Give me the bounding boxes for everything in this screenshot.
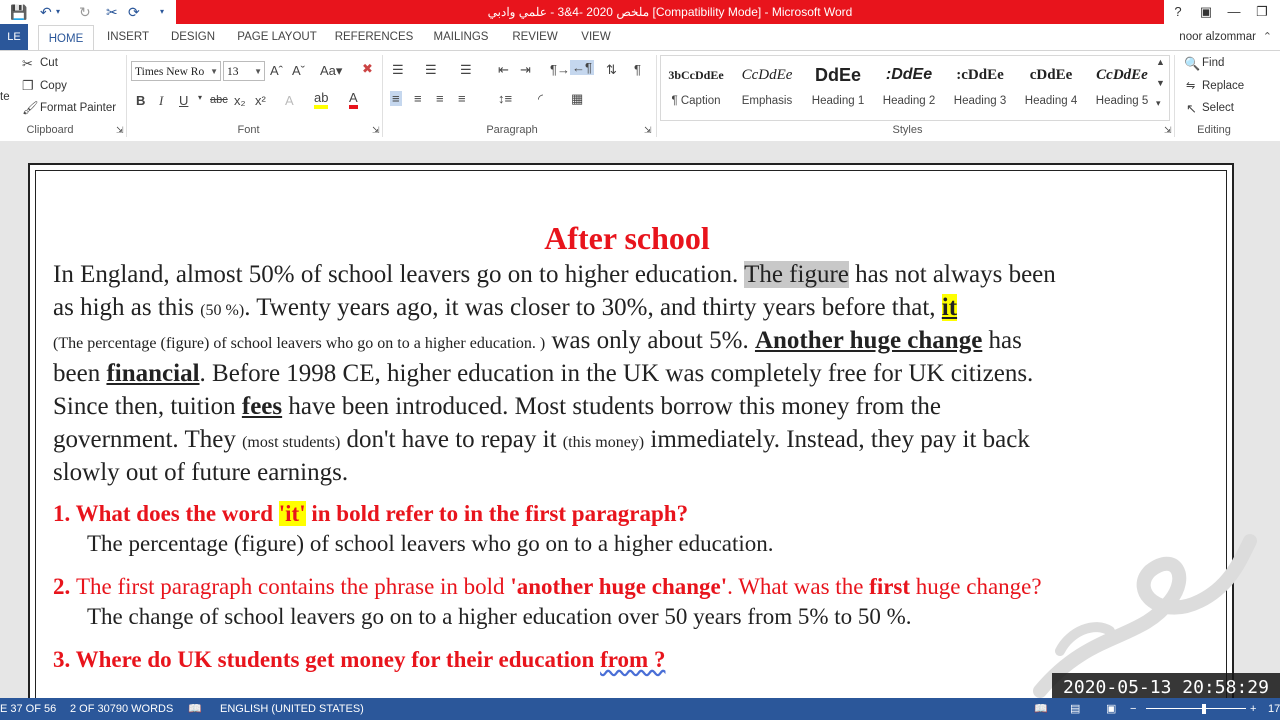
copy-icon: ❐	[22, 78, 34, 93]
video-timestamp: 2020-05-13 20:58:29	[1052, 673, 1280, 703]
question-text: huge change?	[910, 574, 1042, 599]
style-heading-3[interactable]	[945, 63, 1015, 121]
tab-references[interactable]: REFERENCES	[334, 31, 414, 43]
text-run: Since then, tuition	[53, 393, 242, 420]
cut-button[interactable]: Cut	[40, 57, 58, 69]
highlighted-text: The figure	[744, 261, 849, 288]
zoom-in-icon[interactable]: +	[1250, 703, 1257, 715]
title-bar	[0, 0, 1280, 24]
user-name[interactable]: noor alzommar	[1179, 31, 1256, 43]
tab-design[interactable]: DESIGN	[170, 31, 216, 43]
style-heading-5[interactable]	[1087, 63, 1157, 121]
restore-icon[interactable]: ❐	[1256, 4, 1268, 19]
shading-icon[interactable]: ◜	[538, 91, 544, 106]
bold-phrase: Another huge change	[754, 327, 983, 354]
scroll-down-icon[interactable]: ▼	[1156, 78, 1165, 88]
style-preview: DdEe	[814, 65, 861, 85]
question-text: 3. Where do UK students get money for their education	[53, 647, 601, 672]
bold-word: financial	[106, 360, 200, 387]
zoom-out-icon[interactable]: −	[1130, 703, 1137, 715]
scroll-up-icon[interactable]: ▲	[1156, 57, 1165, 67]
question-text: in bold refer to in the first paragraph?	[305, 501, 689, 526]
answer-1: The percentage (figure) of school leavers who go on to a higher education.	[87, 531, 774, 556]
proofing-icon[interactable]: 📖	[188, 703, 202, 715]
question-text: The first paragraph contains the phrase in bold	[76, 574, 511, 599]
sort-icon[interactable]: ⇅	[606, 62, 617, 77]
bullets-icon[interactable]: ☰	[392, 62, 404, 77]
superscript-icon[interactable]: x²	[255, 93, 266, 108]
styles-gallery	[660, 55, 1170, 121]
dialog-launcher-icon[interactable]: ⇲	[372, 125, 380, 135]
language-indicator[interactable]: ENGLISH (UNITED STATES)	[220, 703, 364, 715]
text-run: as high as this	[53, 294, 201, 321]
font-family-value: Times New Ro	[135, 66, 205, 78]
window-title: ملخص 2020 -4&3 - علمي وادبي [Compatibility Mode] - Microsoft Word	[176, 0, 1164, 24]
annotation-text: (50 %)	[200, 302, 245, 319]
ribbon-display-icon[interactable]: ▣	[1199, 4, 1213, 19]
find-icon: 🔍	[1184, 56, 1201, 71]
subscript-icon[interactable]: x₂	[234, 93, 246, 108]
styles-group-label: Styles	[892, 124, 923, 136]
paragraph-line: slowly out of future earnings.	[53, 459, 349, 486]
redo-icon[interactable]: ↻	[79, 4, 91, 20]
save-icon[interactable]: 💾	[10, 4, 28, 20]
copy-button[interactable]: Copy	[40, 80, 67, 92]
justify-icon[interactable]: ≡	[458, 91, 466, 106]
bold-icon[interactable]: B	[136, 93, 146, 108]
zoom-slider-thumb[interactable]	[1202, 704, 1206, 714]
tab-file[interactable]: LE	[0, 24, 28, 50]
style-name: Heading 2	[882, 95, 936, 107]
clear-formatting-icon[interactable]: ✖	[362, 61, 373, 76]
align-left-icon[interactable]: ≡	[392, 91, 400, 106]
annotation-text: (this money)	[562, 434, 645, 451]
tab-home[interactable]: HOME	[38, 25, 94, 51]
paragraph-line	[53, 393, 941, 421]
undo-icon[interactable]: ↶	[40, 4, 52, 20]
align-center-icon[interactable]: ≡	[414, 91, 422, 106]
strikethrough-icon[interactable]: abc	[210, 94, 228, 106]
underline-dropdown-icon[interactable]: ▾	[198, 93, 203, 102]
editing-group-label: Editing	[1197, 124, 1231, 136]
scissors-icon[interactable]: ✂	[106, 4, 118, 20]
style-preview: 3bCcDdEe	[668, 68, 724, 82]
scissors-icon: ✂	[22, 56, 33, 71]
font-color-icon[interactable]: A	[349, 91, 358, 109]
text-run: been	[53, 360, 107, 387]
align-right-icon[interactable]: ≡	[436, 91, 444, 106]
minimize-icon[interactable]: —	[1227, 4, 1241, 19]
question-number: 2.	[53, 574, 76, 599]
paragraph-line	[53, 327, 1022, 355]
style-name: Heading 4	[1024, 95, 1078, 107]
font-size-value: 13	[227, 66, 239, 78]
style-heading-1[interactable]	[803, 63, 873, 121]
document-area[interactable]	[0, 141, 1280, 698]
style-preview: cDdEe	[1029, 67, 1073, 83]
style-heading-2[interactable]	[874, 63, 944, 121]
help-icon[interactable]: ?	[1174, 4, 1182, 19]
document-heading: After school	[544, 220, 710, 256]
web-layout-icon[interactable]: ▣	[1106, 703, 1117, 715]
print-layout-icon[interactable]: ▤	[1070, 703, 1081, 715]
page-count[interactable]: E 37 OF 56	[0, 703, 57, 715]
borders-icon[interactable]: ▦	[571, 91, 584, 106]
text-effects-icon[interactable]: A	[285, 93, 294, 108]
select-button[interactable]: Select	[1202, 102, 1234, 114]
caret-up-icon[interactable]: ⌃	[1262, 31, 1272, 43]
bold-word: first	[869, 574, 911, 599]
format-painter-icon: 🖌	[22, 100, 39, 115]
chevron-down-icon: ▼	[254, 67, 262, 76]
text-run: have been introduced. Most students borrow this money from the	[282, 393, 942, 420]
highlighted-word: 'it'	[278, 501, 306, 526]
text-run: government. They	[53, 426, 243, 453]
increase-indent-icon[interactable]: ⇥	[520, 62, 531, 77]
style-name: Heading 1	[811, 95, 865, 107]
style-name: Emphasis	[741, 95, 793, 107]
dialog-launcher-icon[interactable]: ⇲	[644, 125, 652, 135]
numbering-icon[interactable]: ☰	[425, 62, 437, 77]
multilevel-list-icon[interactable]: ☰	[460, 62, 472, 77]
style-name: Heading 5	[1095, 95, 1149, 107]
tab-page-layout[interactable]: PAGE LAYOUT	[237, 31, 317, 43]
shrink-font-icon[interactable]: Aˇ	[292, 63, 305, 78]
decrease-indent-icon[interactable]: ⇤	[498, 62, 509, 77]
style-preview: :cDdEe	[956, 67, 1004, 83]
zoom-level[interactable]: 17	[1268, 703, 1280, 715]
annotation-text: (The percentage (figure) of school leavers who go on to a higher education. )	[53, 335, 546, 352]
paragraph-line	[53, 294, 957, 322]
underline-icon[interactable]: U	[179, 93, 189, 108]
ribbon-tabs	[0, 24, 1280, 50]
style-preview: CcDdEe	[741, 67, 793, 83]
question-2	[53, 574, 1042, 600]
style-preview: :DdEe	[885, 66, 933, 83]
answer-2: The change of school leavers go on to a higher education over 50 years from 5% to 50 %.	[87, 604, 912, 629]
chevron-down-icon: ▼	[210, 67, 218, 76]
question-text: from ?	[600, 647, 666, 672]
paragraph-line	[53, 360, 1033, 388]
style-name: ¶ Caption	[671, 95, 721, 107]
clipboard-group-label: Clipboard	[26, 124, 74, 136]
text-run: immediately. Instead, they pay it back	[644, 426, 1030, 453]
grow-font-icon[interactable]: Aˆ	[270, 63, 283, 78]
tab-mailings[interactable]: MAILINGS	[433, 31, 489, 43]
word-count[interactable]: 2 OF 30790 WORDS	[70, 703, 174, 715]
paste-label[interactable]: te	[0, 91, 10, 103]
paragraph-line	[53, 261, 1056, 289]
text-run: . Twenty years ago, it was closer to 30%, and thirty years before that,	[244, 294, 942, 321]
zoom-slider[interactable]	[1146, 708, 1246, 709]
font-family-select[interactable]	[131, 61, 221, 81]
style-emphasis[interactable]	[732, 63, 802, 121]
question-text: 1. What does the word	[53, 501, 279, 526]
ltr-icon[interactable]: ¶→	[550, 62, 570, 77]
text-run: has	[982, 327, 1022, 354]
text-run: has not always been	[848, 261, 1056, 288]
tab-review[interactable]: REVIEW	[512, 31, 558, 43]
bold-word: fees	[241, 393, 283, 420]
text-run: . Before 1998 CE, higher education in the UK was completely free for UK citizens.	[199, 360, 1034, 387]
style-name: Heading 3	[953, 95, 1007, 107]
style-preview: CcDdEe	[1096, 67, 1148, 83]
find-button[interactable]: Find	[1202, 57, 1225, 69]
format-icon[interactable]: ⟳	[128, 4, 140, 20]
style-caption[interactable]	[661, 63, 731, 121]
format-painter-button[interactable]: Format Painter	[40, 102, 117, 114]
cursor-icon: ↖	[1186, 101, 1197, 116]
line-spacing-icon[interactable]: ↕≡	[498, 91, 513, 106]
paragraph-group-label: Paragraph	[486, 124, 538, 136]
text-run: was only about 5%.	[545, 327, 755, 354]
highlight-icon[interactable]: ab	[314, 91, 328, 109]
replace-icon: ⇋	[1186, 80, 1196, 92]
undo-dropdown-icon[interactable]: ▾	[56, 7, 61, 16]
customize-qat-icon[interactable]: ▾	[160, 7, 165, 16]
change-case-icon[interactable]: Aa▾	[320, 63, 343, 78]
more-styles-icon[interactable]: ▾	[1156, 98, 1161, 108]
read-mode-icon[interactable]: 📖	[1034, 703, 1048, 715]
italic-icon[interactable]: I	[159, 93, 164, 108]
question-1	[53, 501, 688, 527]
font-size-select[interactable]	[223, 61, 265, 81]
dialog-launcher-icon[interactable]: ⇲	[116, 125, 124, 135]
question-3	[53, 647, 665, 673]
paragraph-line	[53, 426, 1030, 454]
pilcrow-icon[interactable]: ¶	[634, 62, 641, 77]
status-bar	[0, 698, 1280, 720]
font-group-label: Font	[237, 124, 260, 136]
text-run: In England, almost 50% of school leavers go on to higher education.	[53, 261, 745, 288]
rtl-icon[interactable]: ←¶	[572, 60, 592, 75]
bold-phrase: 'another huge change'	[510, 574, 728, 599]
highlighted-word: it	[941, 294, 958, 321]
ribbon	[0, 50, 1280, 142]
tab-insert[interactable]: INSERT	[107, 31, 149, 43]
style-heading-4[interactable]	[1016, 63, 1086, 121]
question-text: . What was the	[727, 574, 870, 599]
dialog-launcher-icon[interactable]: ⇲	[1164, 125, 1172, 135]
tab-view[interactable]: VIEW	[581, 31, 611, 43]
divider	[656, 55, 657, 137]
text-run: don't have to repay it	[340, 426, 563, 453]
replace-button[interactable]: Replace	[1202, 80, 1245, 92]
annotation-text: (most students)	[242, 434, 341, 451]
